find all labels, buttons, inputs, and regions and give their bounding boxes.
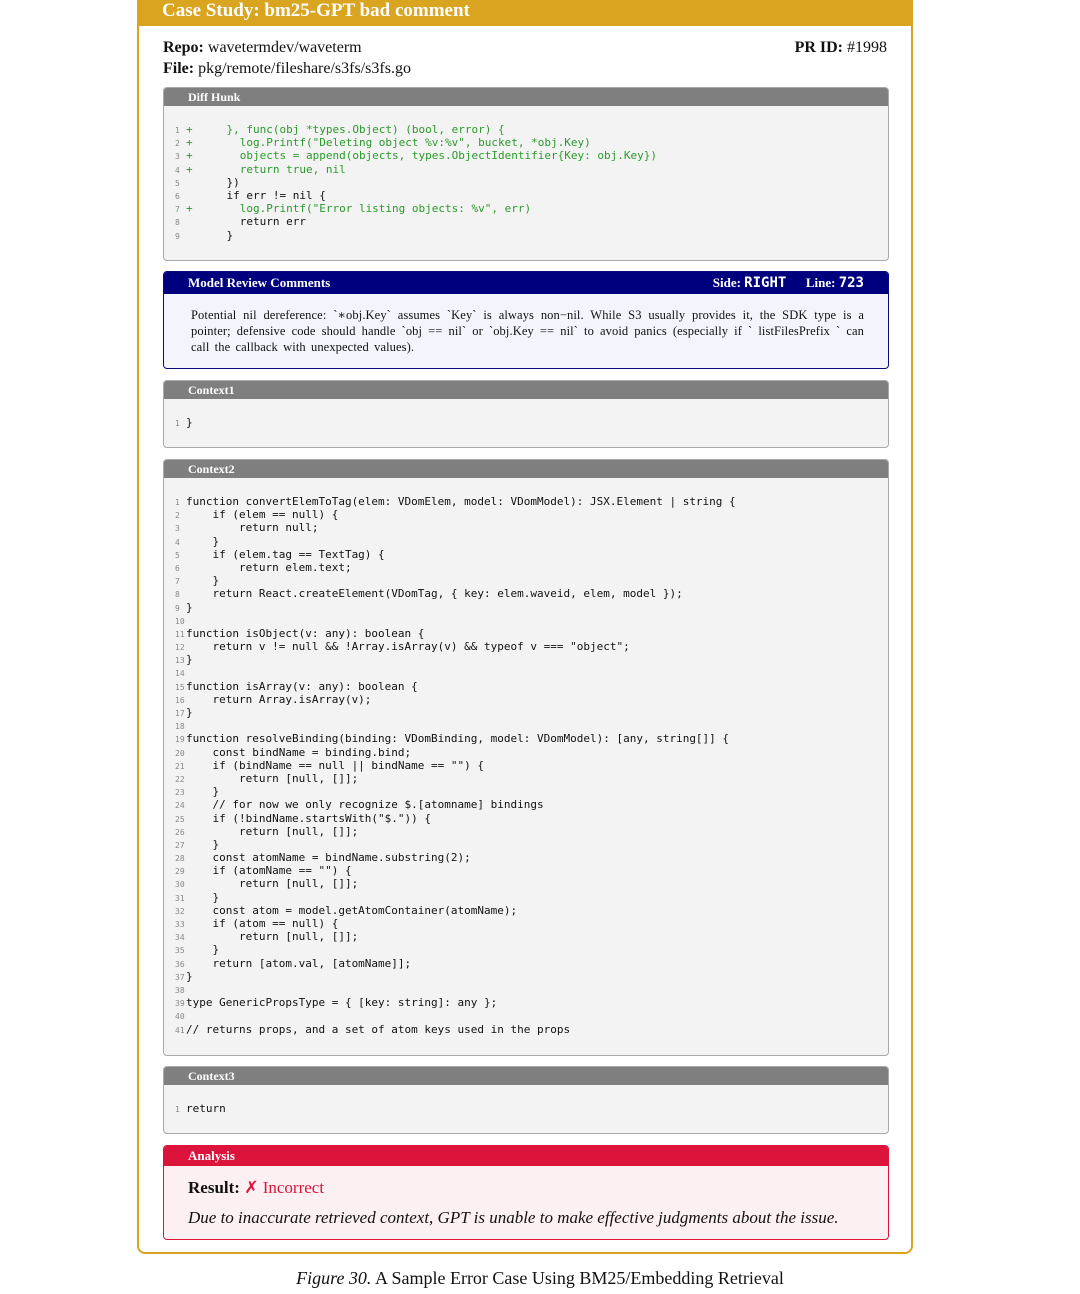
repo-value: wavetermdev/waveterm bbox=[207, 39, 362, 56]
file-row bbox=[163, 58, 887, 79]
line-number: 36 bbox=[175, 959, 185, 969]
result-value: ✗ Incorrect bbox=[244, 1178, 325, 1197]
diff-marker: + bbox=[186, 162, 193, 176]
line-number: 25 bbox=[175, 814, 185, 824]
code-line bbox=[175, 561, 878, 574]
code-line bbox=[175, 719, 878, 732]
code-text: return null; bbox=[186, 521, 319, 535]
line-number: 20 bbox=[175, 748, 185, 758]
result-label: Result: bbox=[188, 1178, 240, 1197]
pr-value: #1998 bbox=[847, 39, 887, 56]
line-number: 4 bbox=[175, 537, 180, 547]
code-text: }) bbox=[200, 175, 240, 189]
code-text: return v != null && !Array.isArray(v) && typeof v === "object"; bbox=[186, 640, 630, 654]
line-number: 1 bbox=[175, 1105, 180, 1114]
code-text: return err bbox=[200, 215, 306, 229]
code-line bbox=[175, 825, 878, 838]
code-line bbox=[175, 202, 878, 215]
line-number: 30 bbox=[175, 880, 185, 890]
side-value: RIGHT bbox=[744, 275, 787, 291]
code-line bbox=[175, 851, 878, 864]
diff-hunk-panel bbox=[163, 87, 889, 261]
line-number: 37 bbox=[175, 972, 185, 982]
code-text: return [null, []]; bbox=[186, 771, 359, 785]
line-number: 27 bbox=[175, 840, 185, 850]
code-text: } bbox=[186, 943, 220, 957]
line-number: 33 bbox=[175, 920, 185, 929]
context2-code-block bbox=[164, 478, 888, 1044]
code-text: if (bindName == null || bindName == "") { bbox=[186, 758, 485, 772]
code-line bbox=[175, 574, 878, 587]
review-panel bbox=[163, 271, 889, 369]
code-line bbox=[175, 653, 878, 666]
code-text: } bbox=[186, 969, 193, 983]
line-number: 8 bbox=[175, 218, 180, 228]
line-number: 35 bbox=[175, 946, 185, 956]
line-number: 1 bbox=[175, 498, 180, 507]
diff-marker: + bbox=[186, 123, 193, 136]
review-title: Model Review Comments bbox=[188, 275, 331, 290]
line-number: 41 bbox=[175, 1025, 185, 1035]
case-title: Case Study: bm25-GPT bad comment bbox=[139, 0, 911, 26]
code-line bbox=[175, 798, 878, 811]
code-text: function isArray(v: any): boolean { bbox=[186, 679, 418, 693]
code-text: } bbox=[186, 837, 220, 851]
line-number: 32 bbox=[175, 906, 185, 916]
code-line bbox=[175, 706, 878, 719]
line-number: 14 bbox=[175, 669, 185, 679]
review-text: Potential nil dereference: `∗obj.Key` assumes `Key` is always non−nil. While S3 usually provides it, the SDK type is a pointer; defensive code should handle `obj == nil` or `obj.Key == nil` to avoid panics (especially if ` listFilesPrefix ` can call the callback with unexpected values). bbox=[191, 308, 864, 354]
line-number: 3 bbox=[175, 152, 180, 162]
code-line bbox=[175, 508, 878, 521]
line-number: 31 bbox=[175, 893, 185, 903]
line-number: 2 bbox=[175, 139, 180, 149]
line-number: 13 bbox=[175, 656, 185, 666]
line-number: 18 bbox=[175, 722, 185, 732]
line-number: 10 bbox=[175, 616, 185, 626]
code-line bbox=[175, 812, 878, 825]
line-number: 16 bbox=[175, 695, 185, 705]
code-text: }, func(obj *types.Object) (bool, error) { bbox=[200, 123, 505, 136]
code-line bbox=[175, 1023, 878, 1036]
code-line bbox=[175, 759, 878, 772]
code-text: function resolveBinding(binding: VDomBinding, model: VDomModel): [any, string[]] { bbox=[186, 732, 730, 746]
code-line bbox=[175, 149, 878, 162]
code-line bbox=[175, 535, 878, 548]
code-text: return [null, []]; bbox=[186, 877, 359, 891]
code-line bbox=[175, 666, 878, 679]
code-text: if (atom == null) { bbox=[186, 917, 339, 930]
code-line bbox=[175, 163, 878, 176]
repo-label: Repo: bbox=[163, 39, 204, 56]
line-number: 5 bbox=[175, 178, 180, 188]
code-line bbox=[175, 917, 878, 930]
code-line bbox=[175, 930, 878, 943]
code-text: } bbox=[186, 534, 220, 548]
code-line bbox=[175, 627, 878, 640]
line-number: 1 bbox=[175, 419, 180, 428]
code-line bbox=[175, 123, 878, 136]
code-line bbox=[175, 957, 878, 970]
line-number: 9 bbox=[175, 603, 180, 613]
analysis-panel bbox=[163, 1145, 889, 1240]
context3-code-block bbox=[164, 1085, 888, 1123]
code-text: const atom = model.getAtomContainer(atomName); bbox=[186, 903, 518, 917]
diff-code-block bbox=[164, 106, 888, 250]
code-line bbox=[175, 838, 878, 851]
code-text: const bindName = binding.bind; bbox=[186, 745, 412, 759]
diff-marker: + bbox=[186, 136, 193, 150]
code-text: const atomName = bindName.substring(2); bbox=[186, 851, 471, 865]
code-line bbox=[175, 1009, 878, 1022]
figure-caption bbox=[0, 1268, 1080, 1289]
code-text: return React.createElement(VDomTag, { key: elem.waveid, elem, model }); bbox=[186, 587, 683, 601]
file-label: File: bbox=[163, 60, 195, 77]
file-value: pkg/remote/fileshare/s3fs/s3fs.go bbox=[198, 60, 411, 77]
code-text: return Array.isArray(v); bbox=[186, 692, 372, 706]
line-number: 11 bbox=[175, 629, 185, 639]
line-value: 723 bbox=[838, 275, 864, 291]
case-study-card bbox=[137, 0, 913, 1254]
pr-label: PR ID: bbox=[794, 39, 843, 56]
line-number: 34 bbox=[175, 933, 185, 943]
code-text: // returns props, and a set of atom keys used in the props bbox=[186, 1022, 571, 1036]
code-line bbox=[175, 189, 878, 202]
line-number: 6 bbox=[175, 191, 180, 201]
code-text: function isObject(v: any): boolean { bbox=[186, 626, 425, 640]
figure-number: Figure 30. bbox=[296, 1268, 372, 1288]
code-line bbox=[175, 416, 878, 429]
line-number: 7 bbox=[175, 577, 180, 587]
code-line bbox=[175, 176, 878, 189]
code-text: } bbox=[186, 600, 193, 614]
case-meta bbox=[163, 37, 887, 79]
figure-caption-text: A Sample Error Case Using BM25/Embedding Retrieval bbox=[374, 1268, 784, 1288]
diff-marker: + bbox=[186, 149, 193, 163]
code-line bbox=[175, 943, 878, 956]
line-number: 19 bbox=[175, 735, 185, 745]
line-number: 40 bbox=[175, 1012, 185, 1022]
pr-row bbox=[795, 37, 887, 58]
code-text: } bbox=[186, 653, 193, 667]
line-number: 2 bbox=[175, 511, 180, 521]
line-number: 7 bbox=[175, 205, 180, 215]
line-number: 15 bbox=[175, 682, 185, 692]
code-text: return bbox=[186, 1102, 226, 1115]
line-number: 12 bbox=[175, 643, 185, 653]
line-label: Line: bbox=[805, 275, 836, 290]
line-number: 6 bbox=[175, 563, 180, 573]
code-line bbox=[175, 640, 878, 653]
line-number: 39 bbox=[175, 999, 185, 1009]
code-line bbox=[175, 732, 878, 745]
code-text: } bbox=[186, 706, 193, 719]
code-line bbox=[175, 983, 878, 996]
diff-hunk-title: Diff Hunk bbox=[164, 88, 888, 106]
context3-title: Context3 bbox=[164, 1067, 888, 1085]
code-text: return true, nil bbox=[200, 162, 346, 176]
code-line bbox=[175, 680, 878, 693]
code-text: } bbox=[186, 416, 193, 429]
code-line bbox=[175, 229, 878, 242]
analysis-title: Analysis bbox=[164, 1146, 888, 1166]
code-line bbox=[175, 864, 878, 877]
code-line bbox=[175, 772, 878, 785]
code-text: } bbox=[200, 228, 234, 242]
code-text: if err != nil { bbox=[200, 188, 326, 202]
code-line bbox=[175, 877, 878, 890]
code-text: log.Printf("Error listing objects: %v", err) bbox=[200, 202, 532, 216]
code-line bbox=[175, 495, 878, 508]
code-text: function convertElemToTag(elem: VDomElem, model: VDomModel): JSX.Element | string { bbox=[186, 495, 736, 508]
code-line bbox=[175, 891, 878, 904]
code-line bbox=[175, 785, 878, 798]
side-line-info bbox=[713, 272, 864, 294]
line-number: 1 bbox=[175, 126, 180, 135]
code-line bbox=[175, 1102, 878, 1115]
code-line bbox=[175, 521, 878, 534]
code-text: objects = append(objects, types.ObjectIdentifier{Key: obj.Key}) bbox=[200, 149, 657, 163]
code-line bbox=[175, 136, 878, 149]
result-row bbox=[188, 1178, 324, 1198]
code-line bbox=[175, 601, 878, 614]
line-number: 22 bbox=[175, 774, 185, 784]
code-text: if (elem.tag == TextTag) { bbox=[186, 547, 385, 561]
context2-title: Context2 bbox=[164, 460, 888, 478]
code-text: return [null, []]; bbox=[186, 824, 359, 838]
line-number: 4 bbox=[175, 165, 180, 175]
code-text: // for now we only recognize $.[atomname] bindings bbox=[186, 798, 544, 812]
line-number: 29 bbox=[175, 867, 185, 877]
context1-code-block bbox=[164, 399, 888, 437]
code-text: } bbox=[186, 785, 220, 799]
line-number: 3 bbox=[175, 524, 180, 534]
line-number: 8 bbox=[175, 590, 180, 600]
code-text: if (atomName == "") { bbox=[186, 864, 352, 878]
analysis-verdict: Due to inaccurate retrieved context, GPT is unable to make effective judgments about the issue. bbox=[188, 1208, 839, 1227]
code-text: if (!bindName.startsWith("$.")) { bbox=[186, 811, 432, 825]
code-line bbox=[175, 215, 878, 228]
code-line bbox=[175, 746, 878, 759]
line-number: 38 bbox=[175, 985, 185, 995]
line-number: 17 bbox=[175, 709, 185, 718]
code-line bbox=[175, 996, 878, 1009]
code-line bbox=[175, 693, 878, 706]
code-text: if (elem == null) { bbox=[186, 508, 339, 522]
review-title-bar bbox=[164, 272, 888, 294]
diff-marker: + bbox=[186, 202, 193, 216]
code-text: return elem.text; bbox=[186, 560, 352, 574]
code-line bbox=[175, 548, 878, 561]
code-text: return [null, []]; bbox=[186, 930, 359, 944]
code-line bbox=[175, 970, 878, 983]
context3-panel bbox=[163, 1066, 889, 1134]
line-number: 28 bbox=[175, 854, 185, 864]
context1-title: Context1 bbox=[164, 381, 888, 399]
line-number: 24 bbox=[175, 801, 185, 811]
line-number: 23 bbox=[175, 788, 185, 798]
repo-row bbox=[163, 37, 887, 58]
code-line bbox=[175, 587, 878, 600]
code-text: log.Printf("Deleting object %v:%v", bucket, *obj.Key) bbox=[200, 136, 591, 150]
line-number: 26 bbox=[175, 827, 185, 837]
code-text: type GenericPropsType = { [key: string]: any }; bbox=[186, 996, 498, 1010]
line-number: 21 bbox=[175, 761, 185, 771]
code-line bbox=[175, 614, 878, 627]
code-text: } bbox=[186, 890, 220, 904]
line-number: 9 bbox=[175, 231, 180, 241]
code-line bbox=[175, 904, 878, 917]
code-text: return [atom.val, [atomName]]; bbox=[186, 956, 412, 970]
code-text: } bbox=[186, 574, 220, 588]
context1-panel bbox=[163, 380, 889, 448]
context2-panel bbox=[163, 459, 889, 1056]
line-number: 5 bbox=[175, 550, 180, 560]
side-label: Side: bbox=[712, 275, 741, 290]
